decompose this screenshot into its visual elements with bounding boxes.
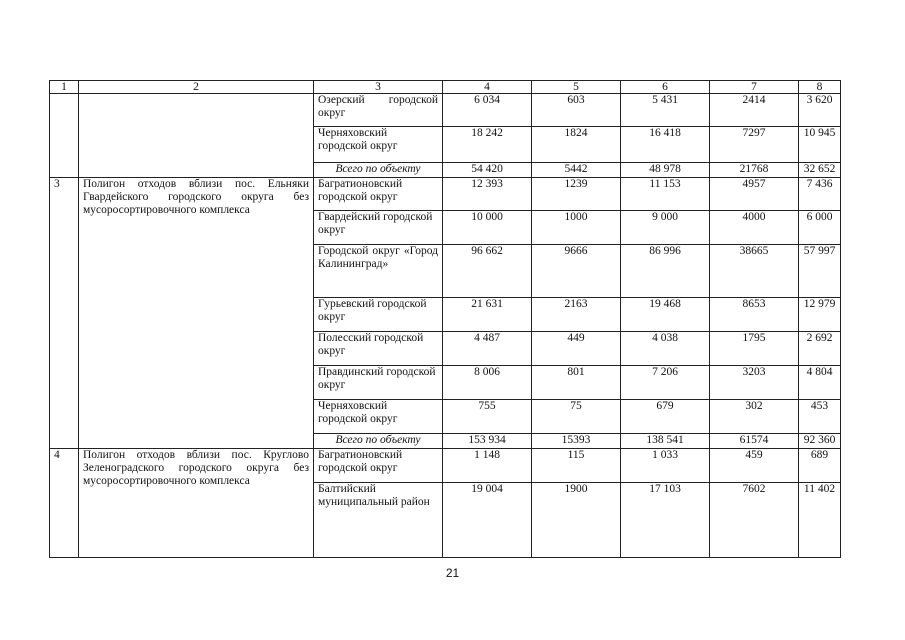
value-cell: 12 393 [443,178,532,211]
value-cell: 7602 [710,483,799,558]
value-cell: 1000 [532,211,621,245]
value-cell: 8 006 [443,366,532,400]
value-cell: 86 996 [621,245,710,298]
table-row [50,178,841,211]
value-cell: 4 487 [443,332,532,366]
column-number: 6 [621,81,710,94]
table-row [50,449,841,483]
total-value-cell: 48 978 [621,163,710,178]
district-cell: Багратионовский городской округ [314,449,443,483]
value-cell: 4957 [710,178,799,211]
value-cell: 3203 [710,366,799,400]
value-cell: 449 [532,332,621,366]
page-number: 21 [445,566,460,580]
value-cell: 1239 [532,178,621,211]
value-cell: 459 [710,449,799,483]
row-number-cell: 4 [50,449,79,558]
value-cell: 2 692 [799,332,841,366]
value-cell: 17 103 [621,483,710,558]
value-cell: 10 945 [799,127,841,163]
column-number: 3 [314,81,443,94]
district-cell: Гурьевский городской округ [314,298,443,332]
value-cell: 6 034 [443,94,532,127]
value-cell: 12 979 [799,298,841,332]
value-cell: 19 004 [443,483,532,558]
value-cell: 75 [532,400,621,434]
value-cell: 2163 [532,298,621,332]
value-cell: 115 [532,449,621,483]
total-value-cell: 61574 [710,434,799,449]
district-cell: Полесский городской округ [314,332,443,366]
column-number-row [50,81,841,94]
value-cell: 16 418 [621,127,710,163]
column-number: 5 [532,81,621,94]
total-value-cell: 138 541 [621,434,710,449]
row-number-cell [50,94,79,178]
value-cell: 4 804 [799,366,841,400]
value-cell: 18 242 [443,127,532,163]
value-cell: 603 [532,94,621,127]
value-cell: 755 [443,400,532,434]
facility-cell: Полигон отходов вблизи пос. Ельняки Гвардейского городского округа без мусоросортировочного комплекса [79,178,314,449]
value-cell: 801 [532,366,621,400]
row-number-cell: 3 [50,178,79,449]
value-cell: 10 000 [443,211,532,245]
total-value-cell: 32 652 [799,163,841,178]
value-cell: 11 153 [621,178,710,211]
value-cell: 679 [621,400,710,434]
district-cell: Правдинский городской округ [314,366,443,400]
value-cell: 5 431 [621,94,710,127]
district-cell: Озерский городской округ [314,94,443,127]
value-cell: 19 468 [621,298,710,332]
total-value-cell: 21768 [710,163,799,178]
total-value-cell: 92 360 [799,434,841,449]
value-cell: 453 [799,400,841,434]
total-label-cell: Всего по объекту [314,434,443,449]
value-cell: 11 402 [799,483,841,558]
column-number: 2 [79,81,314,94]
total-value-cell: 54 420 [443,163,532,178]
district-cell: Балтийский муниципальный район [314,483,443,558]
value-cell: 57 997 [799,245,841,298]
value-cell: 1 033 [621,449,710,483]
column-number: 1 [50,81,79,94]
district-cell: Черняховский городской округ [314,400,443,434]
total-value-cell: 5442 [532,163,621,178]
value-cell: 7 206 [621,366,710,400]
value-cell: 302 [710,400,799,434]
value-cell: 1795 [710,332,799,366]
value-cell: 9 000 [621,211,710,245]
value-cell: 96 662 [443,245,532,298]
value-cell: 1900 [532,483,621,558]
value-cell: 1824 [532,127,621,163]
total-value-cell: 15393 [532,434,621,449]
value-cell: 689 [799,449,841,483]
value-cell: 4000 [710,211,799,245]
value-cell: 1 148 [443,449,532,483]
table-row [50,94,841,127]
value-cell: 4 038 [621,332,710,366]
district-cell: Багратионовский городской округ [314,178,443,211]
district-cell: Гвардейский городской округ [314,211,443,245]
value-cell: 9666 [532,245,621,298]
column-number: 7 [710,81,799,94]
facility-cell [79,94,314,178]
value-cell: 8653 [710,298,799,332]
district-cell: Городской округ «Город Калининград» [314,245,443,298]
value-cell: 7 436 [799,178,841,211]
total-label-cell: Всего по объекту [314,163,443,178]
value-cell: 21 631 [443,298,532,332]
facility-cell: Полигон отходов вблизи пос. Круглово Зеленоградского городского округа без мусоросортировочного комплекса [79,449,314,558]
column-number: 4 [443,81,532,94]
value-cell: 38665 [710,245,799,298]
waste-volume-table [49,80,841,558]
value-cell: 6 000 [799,211,841,245]
total-value-cell: 153 934 [443,434,532,449]
value-cell: 2414 [710,94,799,127]
value-cell: 7297 [710,127,799,163]
district-cell: Черняховский городской округ [314,127,443,163]
column-number: 8 [799,81,841,94]
value-cell: 3 620 [799,94,841,127]
